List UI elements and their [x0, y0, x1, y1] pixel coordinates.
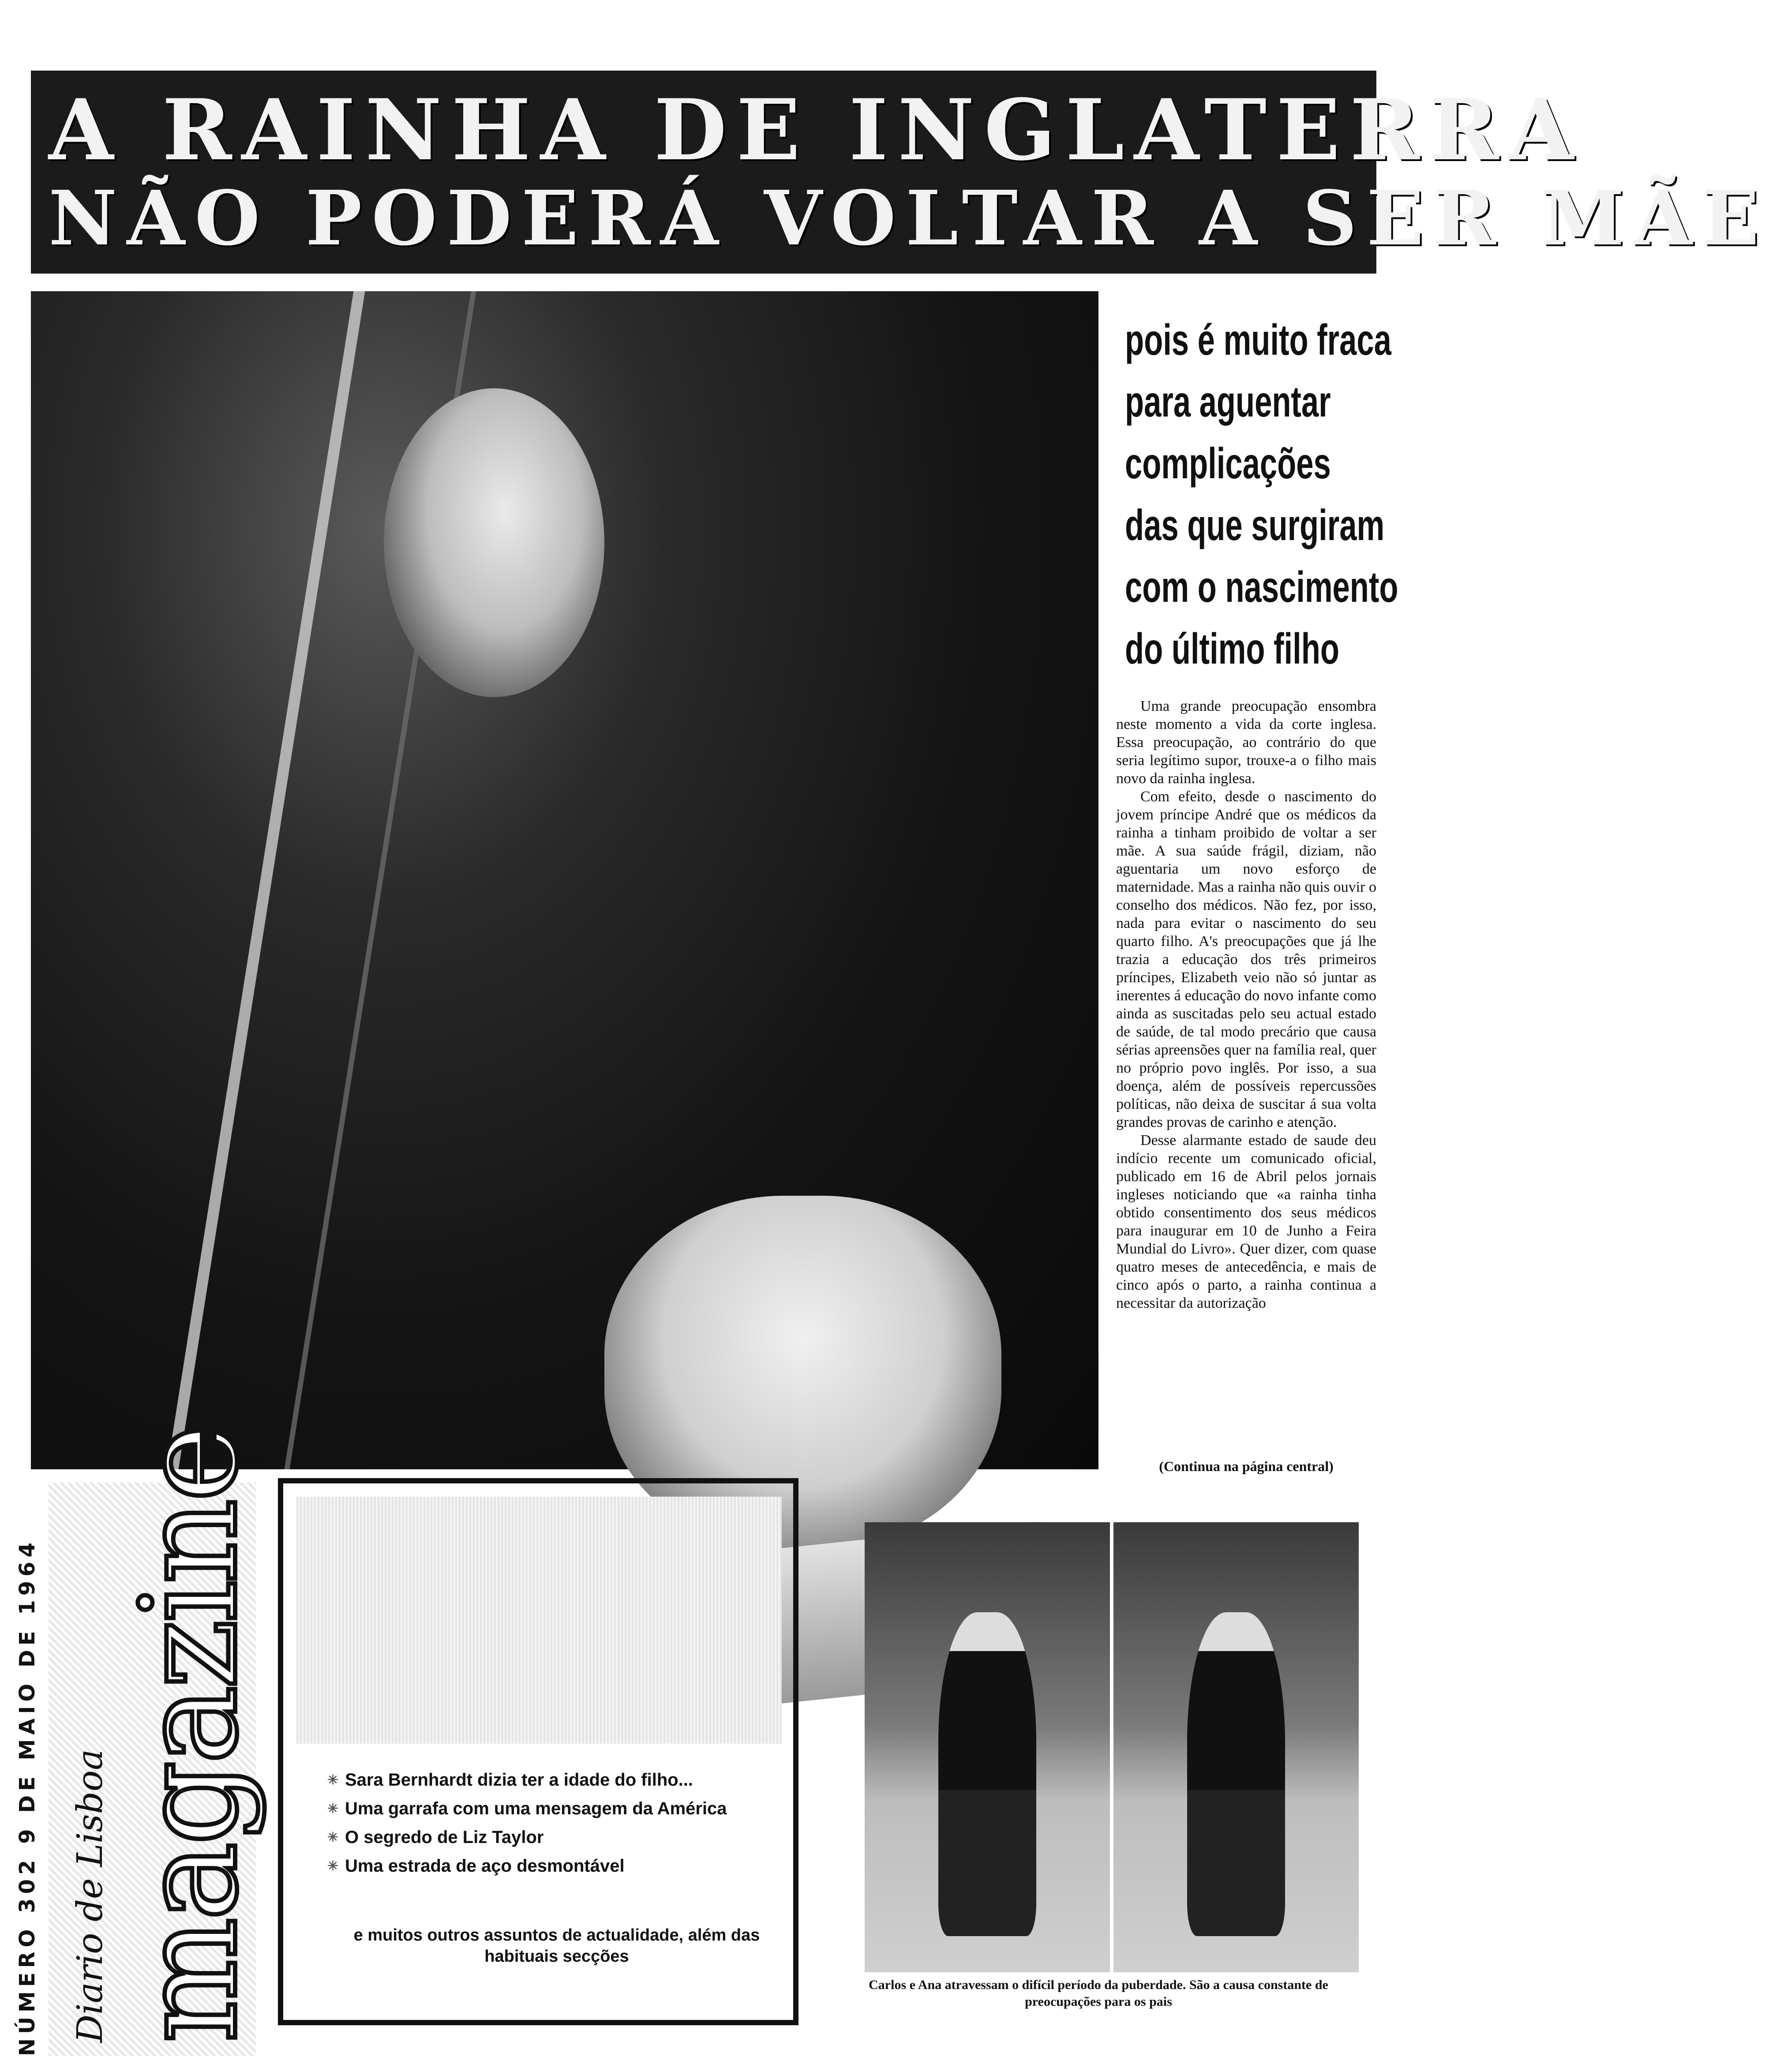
children-photo: [865, 1522, 1359, 1972]
article-body: [1116, 697, 1376, 1447]
contents-item-label: O segredo de Liz Taylor: [345, 1828, 544, 1847]
subheadline-line: para aguentar: [1125, 377, 1331, 426]
subheadline-line: do último filho: [1125, 624, 1339, 673]
logo-title: magazine: [112, 1427, 266, 2043]
photo-left: [865, 1522, 1110, 1972]
magazine-logo: [49, 1427, 266, 2056]
continued-note: (Continua na página central): [1159, 1458, 1334, 1474]
contents-box: [278, 1478, 798, 2025]
logo-brand: Diario de Lisboa: [69, 1749, 110, 2043]
issue-info: [13, 1483, 44, 2056]
main-photo: [31, 291, 1098, 1469]
subheadline-line: pois é muito fraca: [1125, 315, 1391, 364]
subheadline: [1125, 309, 1398, 679]
contents-item: [327, 1766, 768, 1794]
issue-number-date: NÚMERO 302 9 DE MAIO DE 1964: [15, 1538, 40, 2056]
contents-list: [327, 1766, 768, 1881]
girl-figure: [1187, 1612, 1285, 1936]
bullet-icon: ✳: [327, 1859, 339, 1873]
contents-item-label: Uma estrada de aço desmontável: [345, 1856, 625, 1876]
contents-item-label: Uma garrafa com uma mensagem da América: [345, 1799, 727, 1818]
article-paragraph: Desse alarmante estado de saude deu indício recente um comunicado oficial, publicado em 16 de Abril pelos jornais ingleses noticiando que «a rainha tinha obtido consentimento dos seus médicos para inaugurar em 10 de Junho a Feira Mundial do Livro». Quer dizer, com quase quatro meses de antecedência, e mais de cinco após o parto, a rainha continua a necessitar da autorização: [1116, 1132, 1376, 1311]
contents-item: [327, 1794, 768, 1823]
subheadline-line: com o nascimento: [1125, 563, 1398, 611]
contents-footer: e muitos outros assuntos de actualidade, além das habituais secções: [353, 1926, 760, 1966]
article-paragraph: Uma grande preocupação ensombra neste momento a vida da corte inglesa. Essa preocupação, ao contrário do que seria legítimo supor, trouxe-a o filho mais novo da rainha inglesa.: [1116, 698, 1376, 787]
article-paragraph: Com efeito, desde o nascimento do jovem príncipe André que os médicos da rainha a tinham proibido de voltar a ser mãe. A sua saúde frágil, diziam, não aguentaria um novo esforço de maternidade. Mas a rainha não quis ouvir o conselho dos médicos. Não fez, por isso, nada para evitar o nascimento do seu quarto filho. A's preocupações que já lhe trazia a educação dos três primeiros príncipes, Elizabeth veio não só juntar as inerentes á educação do novo infante como ainda as suscitadas pelo seu actual estado de saúde, de tal modo precário que causa sérias apreensões quer na família real, quer no próprio povo inglês. Por isso, a sua doença, além de possíveis repercussões políticas, não deixa de suscitar á sua volta grandes provas de carinho e atenção.: [1116, 788, 1376, 1130]
headline-line-1: A RAINHA DE INGLATERRA: [49, 81, 1584, 179]
contents-item: [327, 1823, 768, 1852]
bullet-icon: ✳: [327, 1802, 339, 1816]
headline-line-2: NÃO PODERÁ VOLTAR A SER MÃE: [49, 174, 1769, 263]
subheadline-line: complicações: [1125, 439, 1331, 488]
boy-figure: [938, 1612, 1036, 1936]
bullet-icon: ✳: [327, 1773, 339, 1787]
photo-right: [1113, 1522, 1359, 1972]
subheadline-line: das que surgiram: [1125, 501, 1385, 549]
headline-banner: [31, 71, 1769, 274]
photo-caption: Carlos e Ana atravessam o difícil período da puberdade. São a causa constante de preocupações para os pais: [869, 1978, 1328, 2009]
contents-item-label: Sara Bernhardt dizia ter a idade do filho...: [345, 1770, 693, 1790]
queen-figure: [384, 388, 604, 697]
contents-box-tint: [296, 1497, 782, 1744]
bullet-icon: ✳: [327, 1830, 339, 1845]
contents-item: [327, 1852, 768, 1881]
